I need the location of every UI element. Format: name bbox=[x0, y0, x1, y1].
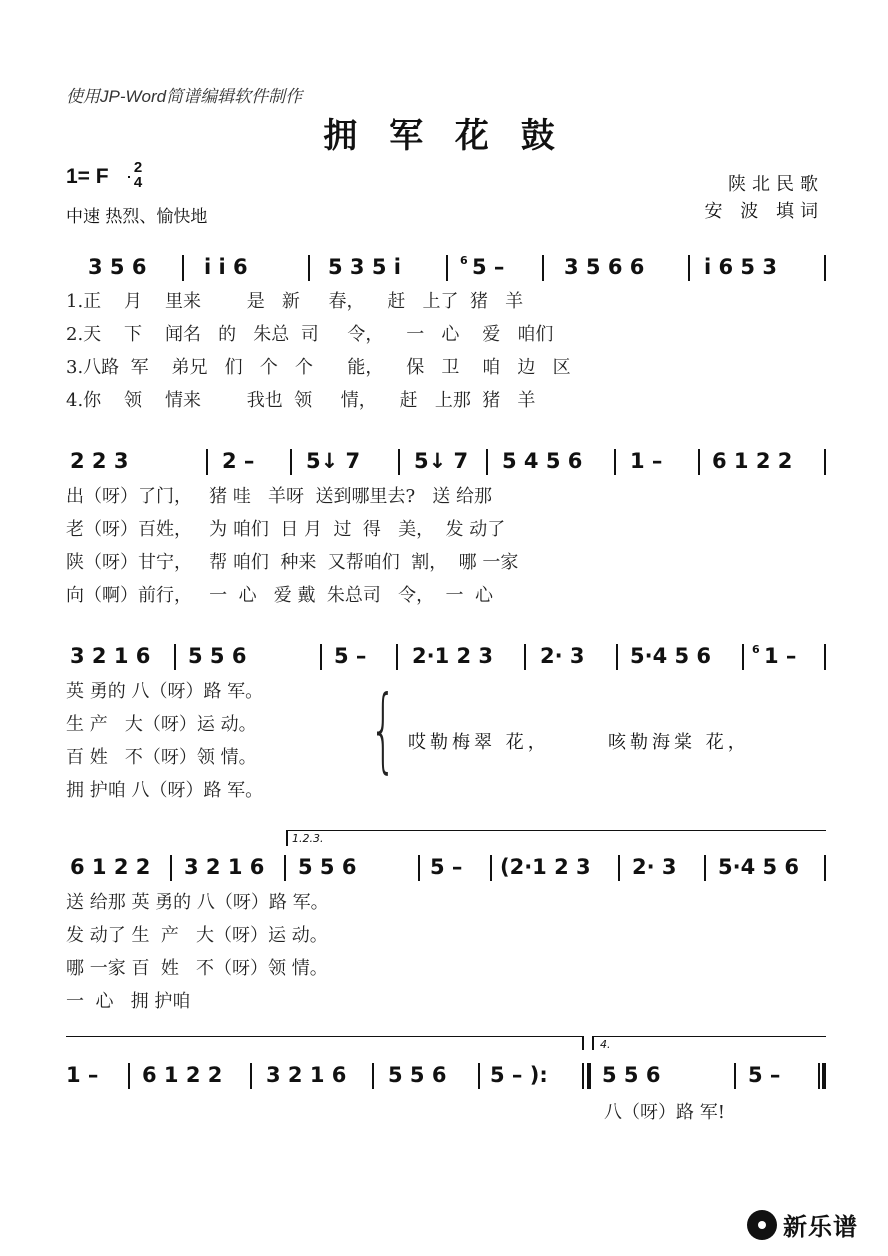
measure: 5 – bbox=[334, 644, 367, 668]
measure: 5 – ): bbox=[490, 1063, 548, 1087]
volta-label: 1.2.3. bbox=[292, 832, 324, 845]
measure: 5 – bbox=[430, 855, 463, 879]
lyric-verse-3: 百 姓 不（呀）领 情。 bbox=[66, 747, 257, 768]
measure: 5 4 5 6 bbox=[502, 449, 583, 473]
lyric-verse-1: 1.正 月 里来 是 新 春， 赶 上了 猪 羊 bbox=[66, 291, 524, 312]
music-line-4 bbox=[66, 852, 826, 892]
measure: 1 – bbox=[66, 1063, 99, 1087]
measure: 5↓ 7 bbox=[306, 449, 361, 473]
measure: 5 3 5 i bbox=[328, 255, 401, 279]
measure: (2·1 2 3 bbox=[500, 855, 591, 879]
lyric-verse-4: 一 心 拥 护咱 bbox=[66, 991, 191, 1012]
song-title: 拥 军 花 鼓 bbox=[323, 116, 565, 156]
lyric-verse-4: 向（啊）前行， 一 心 爱 戴 朱总司 令， 一 心 bbox=[66, 585, 493, 606]
measure: 5 5 6 bbox=[188, 644, 247, 668]
measure: 5·4 5 6 bbox=[630, 644, 712, 668]
grace-note: 6 bbox=[752, 643, 760, 656]
lyric-verse-2: 老（呀）百姓， 为 咱们 日 月 过 得 美， 发 动了 bbox=[66, 519, 506, 540]
song-origin: 陕北民歌 bbox=[728, 174, 824, 195]
measure: 2·1 2 3 bbox=[412, 644, 494, 668]
lyric-final: 八（呀）路 军! bbox=[604, 1102, 725, 1123]
lyric-verse-1: 送 给那 英 勇的 八（呀）路 军。 bbox=[66, 892, 329, 913]
measure: 5 5 6 bbox=[602, 1063, 661, 1087]
lyric-verse-3: 哪 一家 百 姓 不（呀）领 情。 bbox=[66, 958, 328, 979]
lyric-verse-3: 3.八路 军 弟兄 们 个 个 能， 保 卫 咱 边 区 bbox=[66, 357, 571, 378]
time-signature bbox=[128, 160, 148, 190]
time-top: 2 bbox=[133, 159, 143, 176]
measure: 5 – bbox=[748, 1063, 781, 1087]
software-credit: 使用JP-Word简谱编辑软件制作 bbox=[66, 87, 303, 106]
volta-bracket-4 bbox=[592, 1036, 826, 1037]
time-bottom: 4 bbox=[133, 174, 143, 191]
logo-text: 新乐谱 bbox=[783, 1213, 858, 1241]
measure: 2 – bbox=[222, 449, 255, 473]
tempo-marking: 中速 热烈、愉快地 bbox=[66, 207, 208, 227]
measure: 3 5 6 6 bbox=[564, 255, 645, 279]
lyric-verse-1: 英 勇的 八（呀）路 军。 bbox=[66, 681, 264, 702]
measure: 3 5 6 bbox=[88, 255, 147, 279]
lyric-verse-1: 出（呀）了门， 猪 哇 羊呀 送到哪里去? 送 给那 bbox=[66, 486, 493, 507]
measure: 5↓ 7 bbox=[414, 449, 469, 473]
volta-bracket-edge bbox=[592, 1036, 594, 1050]
lyric-verse-2: 2.天 下 闻名 的 朱总 司 令， 一 心 爱 咱们 bbox=[66, 324, 554, 345]
measure: 6 1 2 2 bbox=[712, 449, 793, 473]
measure: 1 – bbox=[764, 644, 797, 668]
lyricist-credit: 安 波 填词 bbox=[704, 201, 824, 222]
lyric-verse-2: 生 产 大（呀）运 动。 bbox=[66, 714, 257, 735]
measure: 1 – bbox=[630, 449, 663, 473]
volta-bracket-edge bbox=[582, 1036, 584, 1050]
volta-label: 4. bbox=[600, 1038, 611, 1051]
measure: 6 1 2 2 bbox=[142, 1063, 223, 1087]
measure: 3 2 1 6 bbox=[184, 855, 265, 879]
site-logo[interactable] bbox=[747, 1207, 858, 1242]
lyric-verse-3: 陕（呀）甘宁， 帮 咱们 种来 又帮咱们 割， 哪 一家 bbox=[66, 552, 519, 573]
measure: 2· 3 bbox=[540, 644, 585, 668]
measure: 5·4 5 6 bbox=[718, 855, 800, 879]
refrain-lyric: 哎勒梅翠 花， 咳勒海棠 花， bbox=[408, 732, 750, 753]
lyric-verse-2: 发 动了 生 产 大（呀）运 动。 bbox=[66, 925, 328, 946]
lyric-verse-4: 拥 护咱 八（呀）路 军。 bbox=[66, 780, 264, 801]
measure: i 6 5 3 bbox=[704, 255, 777, 279]
music-line-3 bbox=[66, 641, 826, 681]
volta-bracket-edge bbox=[286, 830, 288, 846]
measure: 3 2 1 6 bbox=[266, 1063, 347, 1087]
measure: 3 2 1 6 bbox=[70, 644, 151, 668]
lyric-verse-4: 4.你 领 情来 我也 领 情， 赶 上那 猪 羊 bbox=[66, 390, 536, 411]
measure: 5 5 6 bbox=[298, 855, 357, 879]
verse-brace: { bbox=[370, 676, 397, 783]
grace-note: 6 bbox=[460, 254, 468, 267]
key-signature: 1= F bbox=[66, 165, 109, 188]
music-line-5 bbox=[66, 1060, 826, 1100]
volta-bracket-1 bbox=[286, 830, 826, 831]
measure: 5 5 6 bbox=[388, 1063, 447, 1087]
measure: 2 2 3 bbox=[70, 449, 129, 473]
measure: 6 1 2 2 bbox=[70, 855, 151, 879]
measure: 2· 3 bbox=[632, 855, 677, 879]
measure: i i 6 bbox=[204, 255, 248, 279]
music-line-2 bbox=[66, 446, 826, 486]
record-disc-icon bbox=[747, 1210, 777, 1240]
volta-bracket-3-continuation bbox=[66, 1036, 582, 1037]
measure: 5 – bbox=[472, 255, 505, 279]
music-line-1 bbox=[66, 252, 826, 292]
